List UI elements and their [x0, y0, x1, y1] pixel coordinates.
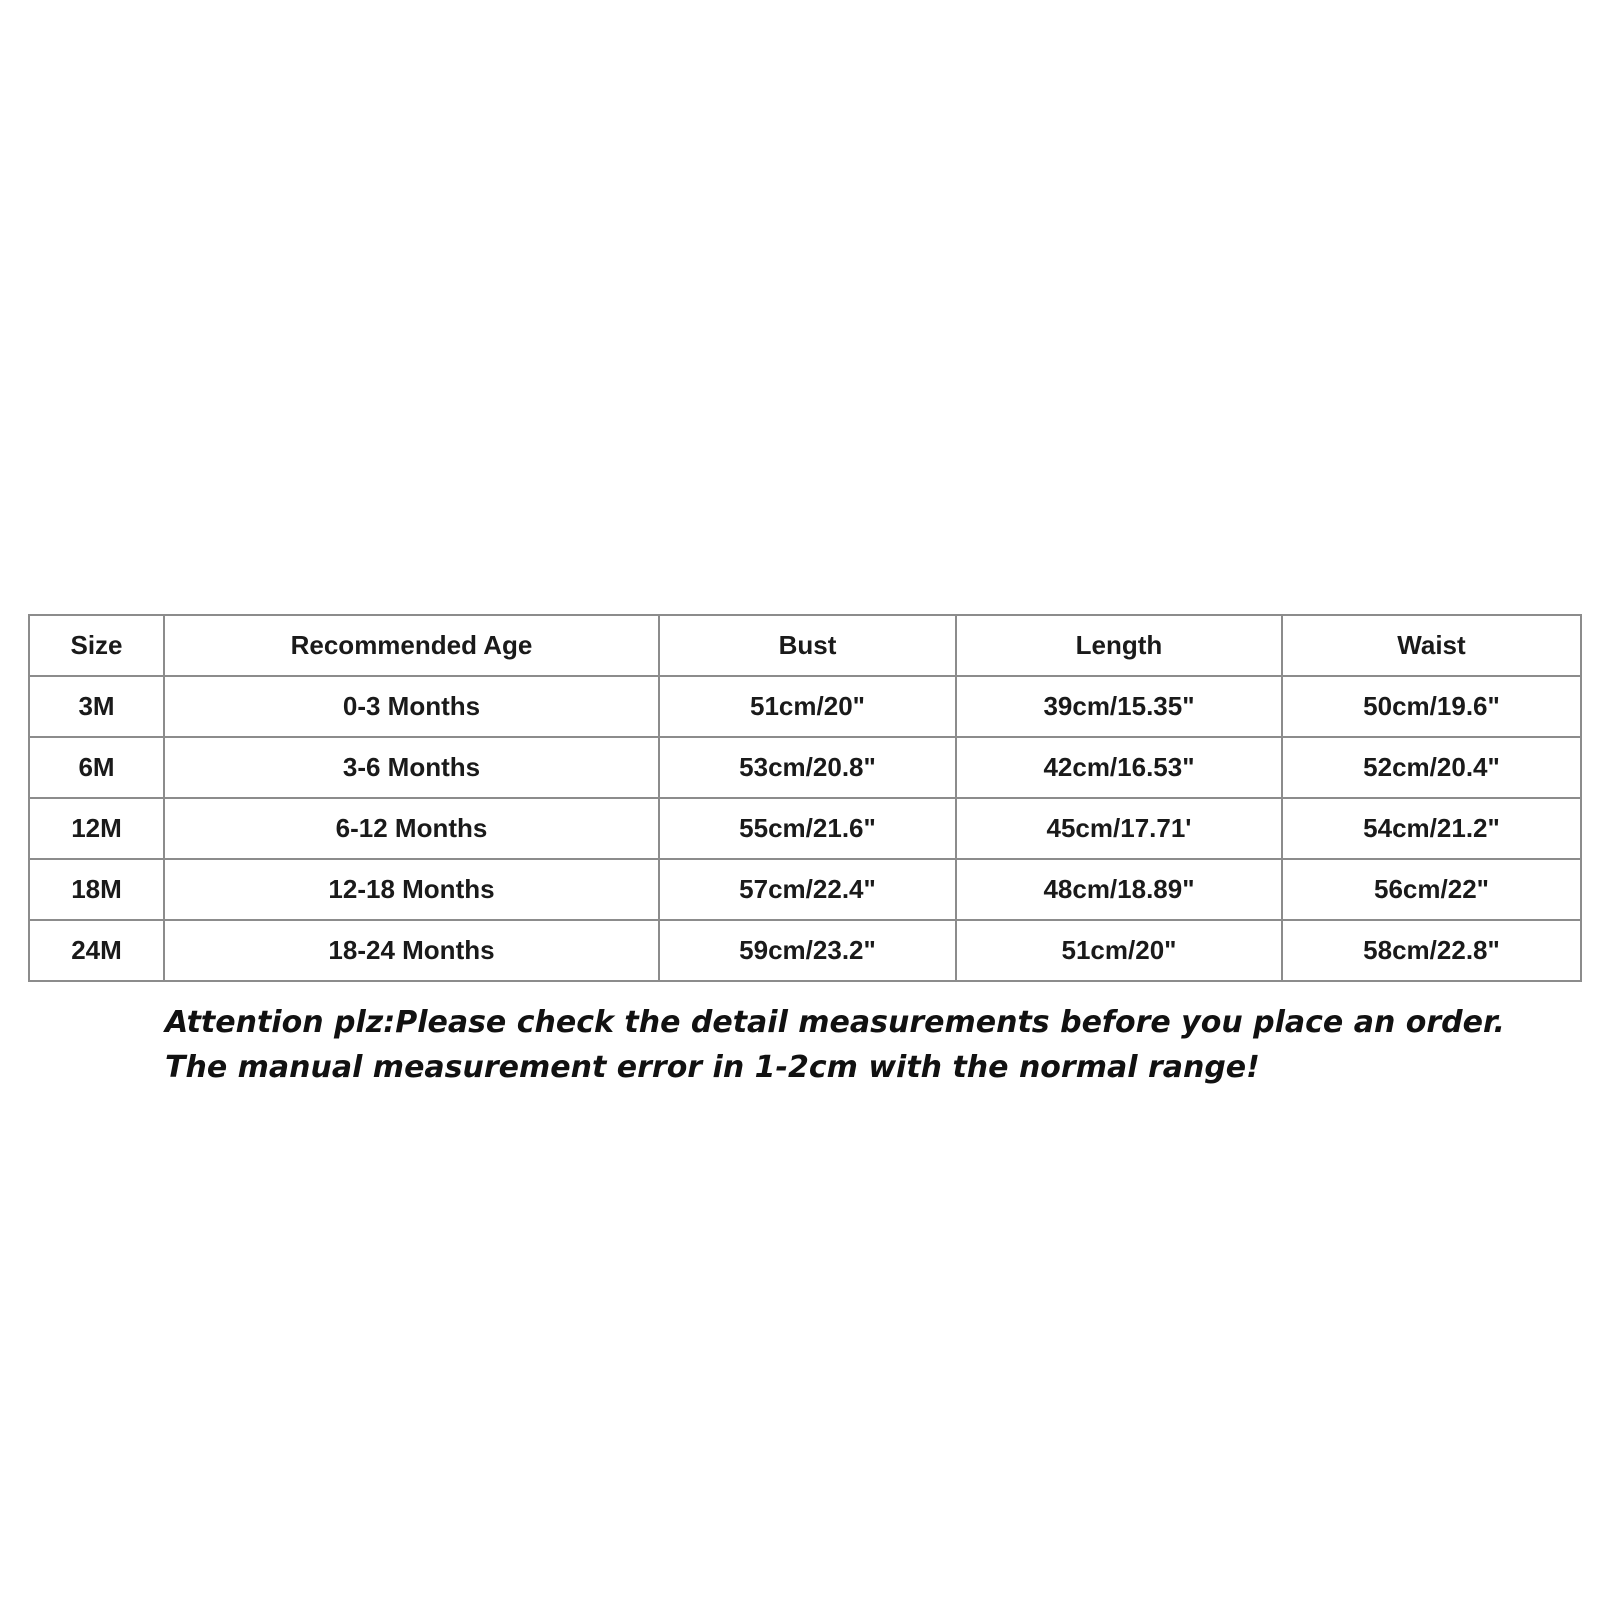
cell-size: 24M [29, 920, 164, 981]
table-header-row [29, 615, 1581, 676]
cell-bust: 57cm/22.4" [659, 859, 956, 920]
cell-waist: 58cm/22.8" [1282, 920, 1581, 981]
cell-length: 45cm/17.71' [956, 798, 1282, 859]
cell-size: 12M [29, 798, 164, 859]
table-row [29, 737, 1581, 798]
table-row [29, 859, 1581, 920]
cell-waist: 50cm/19.6" [1282, 676, 1581, 737]
size-chart-table [28, 614, 1582, 982]
cell-recommended-age: 18-24 Months [164, 920, 659, 981]
cell-size: 3M [29, 676, 164, 737]
cell-length: 51cm/20" [956, 920, 1282, 981]
cell-bust: 59cm/23.2" [659, 920, 956, 981]
note-line-error-range: The manual measurement error in 1-2cm with the normal range! [165, 1050, 1260, 1085]
cell-length: 48cm/18.89" [956, 859, 1282, 920]
table-row [29, 798, 1581, 859]
cell-bust: 51cm/20" [659, 676, 956, 737]
header-length: Length [956, 615, 1282, 676]
table-row [29, 920, 1581, 981]
header-bust: Bust [659, 615, 956, 676]
table-row [29, 676, 1581, 737]
cell-bust: 53cm/20.8" [659, 737, 956, 798]
header-recommended-age: Recommended Age [164, 615, 659, 676]
cell-recommended-age: 6-12 Months [164, 798, 659, 859]
cell-waist: 52cm/20.4" [1282, 737, 1581, 798]
note-line-attention: Attention plz:Please check the detail measurements before you place an order. [165, 1005, 1505, 1040]
cell-length: 42cm/16.53" [956, 737, 1282, 798]
cell-size: 18M [29, 859, 164, 920]
header-waist: Waist [1282, 615, 1581, 676]
cell-length: 39cm/15.35" [956, 676, 1282, 737]
cell-bust: 55cm/21.6" [659, 798, 956, 859]
measurement-note [165, 1000, 1565, 1090]
cell-recommended-age: 12-18 Months [164, 859, 659, 920]
cell-waist: 54cm/21.2" [1282, 798, 1581, 859]
cell-recommended-age: 0-3 Months [164, 676, 659, 737]
header-size: Size [29, 615, 164, 676]
cell-waist: 56cm/22" [1282, 859, 1581, 920]
cell-recommended-age: 3-6 Months [164, 737, 659, 798]
cell-size: 6M [29, 737, 164, 798]
